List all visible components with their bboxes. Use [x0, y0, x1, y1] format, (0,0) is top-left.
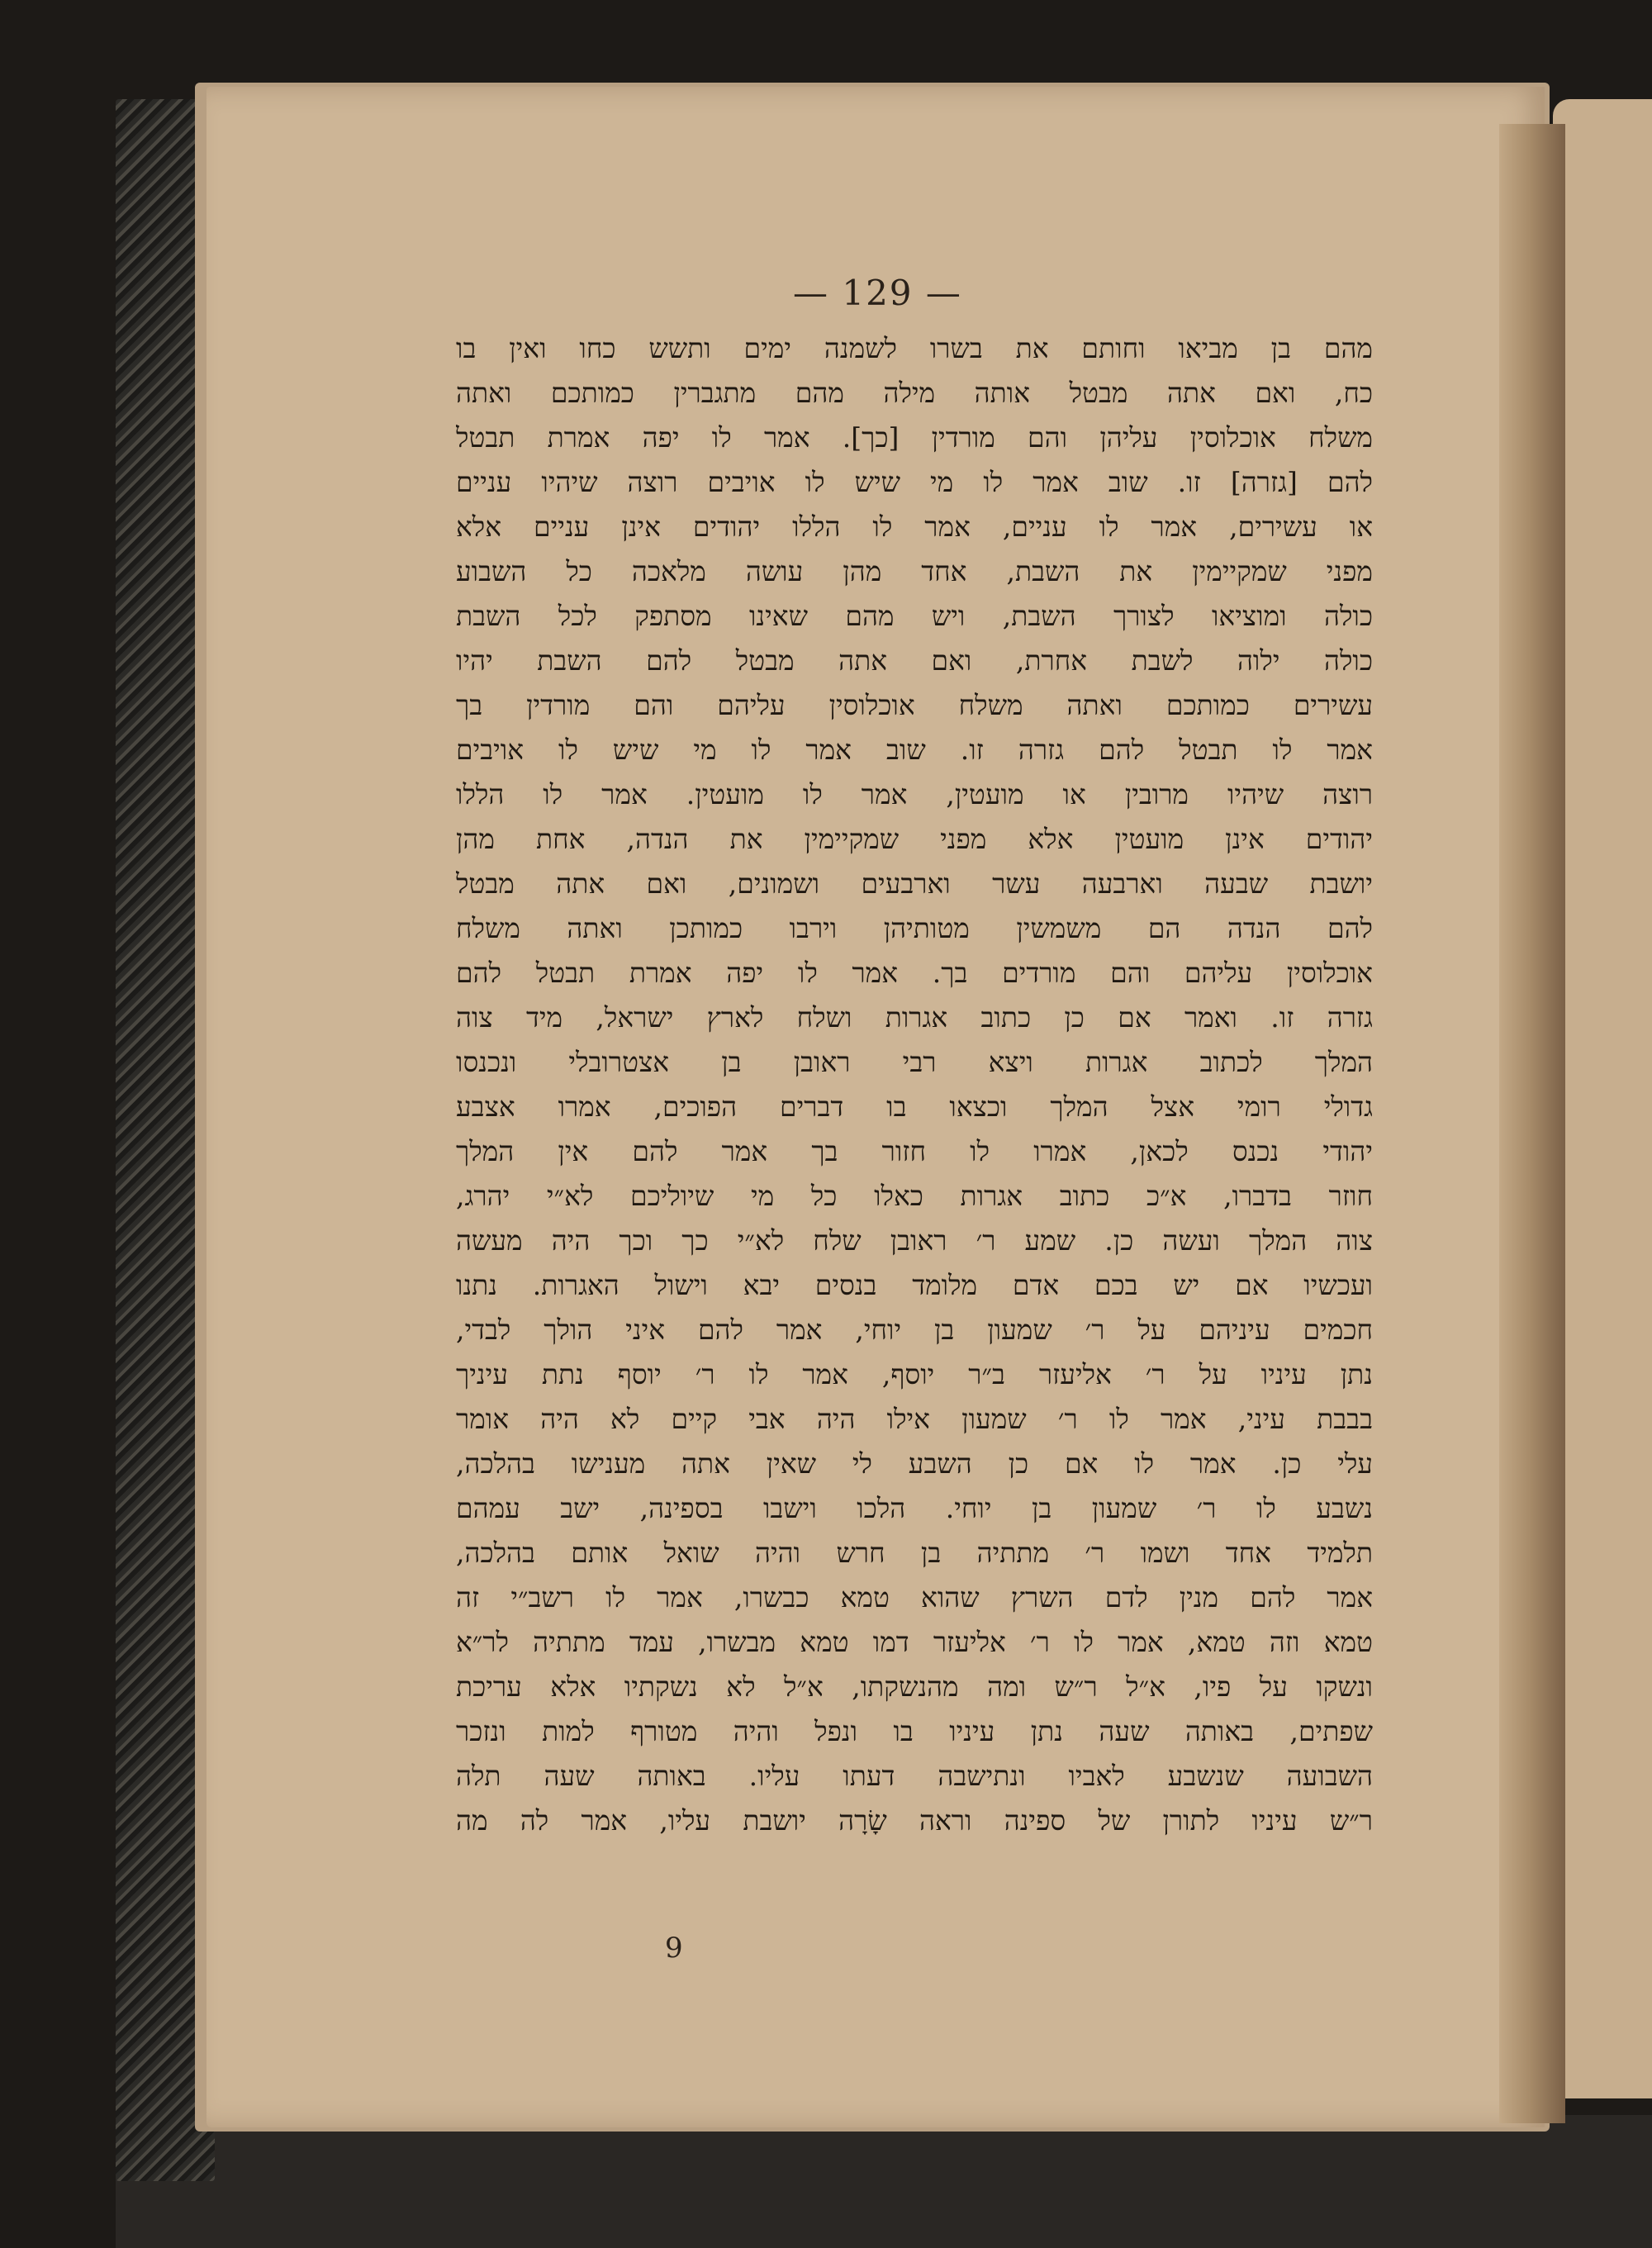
text-line: צוה המלך ועשה כן. שמע ר׳ ראובן שלח לא״י כך וכך היה מעשה [456, 1224, 1373, 1257]
text-line: חוזר בדברו, א״כ כתוב אגרות כאלו כל מי שיוליכם לא״י יהרג, [456, 1180, 1373, 1212]
text-line: ר״ש עיניו לתורן של ספינה וראה שָׂרָה יושבת עליו, אמר לה מה [456, 1804, 1373, 1837]
text-line: חכמים עיניהם על ר׳ שמעון בן יוחי, אמר להם איני הולך לבדי, [456, 1314, 1373, 1346]
text-line: תלמיד אחד ושמו ר׳ מתתיה בן חרש והיה שואל אותם בהלכה, [456, 1537, 1373, 1569]
text-line: בבבת עיני, אמר לו ר׳ שמעון אילו היה אבי קיים לא היה אומר [456, 1403, 1373, 1435]
text-line: ונשקו על פיו, א״ל ר״ש ומה מהנשקתו, א״ל לא נשקתיו אלא עריכת [456, 1671, 1373, 1703]
text-line: אמר להם מנין לדם השרץ שהוא טמא כבשרו, אמר לו רשב״י זה [456, 1581, 1373, 1614]
text-line: אוכלוסין עליהם והם מורדים בך. אמר לו יפה אמרת תבטל להם [456, 957, 1373, 989]
text-line: אמר לו תבטל להם גזרה זו. שוב אמר לו מי שיש לו אויבים [456, 734, 1373, 766]
text-line: יהודי נכנס לכאן, אמרו לו חזור בך אמר להם אין המלך [456, 1135, 1373, 1167]
signature-mark: 9 [665, 1932, 683, 1965]
text-line: רוצה שיהיו מרובין או מועטין, אמר לו מועטין. אמר לו הללו [456, 778, 1373, 810]
text-line: כולה ילוה לשבת אחרת, ואם אתה מבטל להם השבת יהיו [456, 644, 1373, 677]
body-text [456, 326, 1373, 1843]
book-cover-bottom [116, 2115, 1652, 2248]
text-line: השבועה שנשבע לאביו ונתישבה דעתו עליו. באותה שעה תלה [456, 1760, 1373, 1792]
text-line: עלי כן. אמר לו אם כן השבע לי שאין אתה מענישו בהלכה, [456, 1447, 1373, 1480]
text-line: טמא וזה טמא, אמר לו ר׳ אליעזר דמו טמא מבשרו, עמד מתתיה לר״א [456, 1626, 1373, 1658]
text-line: המלך לכתוב אגרות ויצא רבי ראובן בן אצטרובלי ונכנסו [456, 1046, 1373, 1078]
text-line: שפתים, באותה שעה נתן עיניו בו ונפל והיה מטורף למות ונזכר [456, 1715, 1373, 1747]
text-line: כח, ואם אתה מבטל אותה מילה מהם מתגברין כמותכם ואתה [456, 377, 1373, 409]
text-line: נשבע לו ר׳ שמעון בן יוחי. הלכו וישבו בספינה, ישב עמהם [456, 1492, 1373, 1524]
facing-page-edge [1553, 99, 1652, 2098]
text-line: יושבת שבעה וארבעה עשר וארבעים ושמונים, ואם אתה מבטל [456, 867, 1373, 900]
page-gutter [1499, 124, 1565, 2123]
text-line: כולה ומוציאו לצורך השבת, ויש מהם שאינו מסתפק לכל השבת [456, 600, 1373, 632]
text-line: נתן עיניו על ר׳ אליעזר ב״ר יוסף, אמר לו ר׳ יוסף נתת עיניך [456, 1358, 1373, 1390]
text-line: משלח אוכלוסין עליהן והם מורדין [כך]. אמר לו יפה אמרת תבטל [456, 421, 1373, 454]
page-number: — 129 — [793, 273, 962, 313]
text-line: להם [גזרה] זו. שוב אמר לו מי שיש לו אויבים רוצה שיהיו עניים [456, 466, 1373, 498]
text-line: גזרה זו. ואמר אם כן כתוב אגרות ושלח לארץ ישראל, מיד צוה [456, 1001, 1373, 1034]
text-line: מהם בן מביאו וחותם את בשרו לשמנה ימים ותשש כחו ואין בו [456, 332, 1373, 364]
text-line: עשירים כמותכם ואתה משלח אוכלוסין עליהם והם מורדין בך [456, 689, 1373, 721]
text-line: להם הנדה הם משמשין מטותיהן וירבו כמותכן ואתה משלח [456, 912, 1373, 944]
text-line: או עשירים, אמר לו עניים, אמר לו הללו יהודים אינן עניים אלא [456, 511, 1373, 543]
text-line: גדולי רומי אצל המלך וכצאו בו דברים הפוכים, אמרו אצבע [456, 1091, 1373, 1123]
text-line: ועכשיו אם יש בכם אדם מלומד בנסים יבא וישול האגרות. נתנו [456, 1269, 1373, 1301]
text-line: מפני שמקיימין את השבת, אחד מהן עושה מלאכה כל השבוע [456, 555, 1373, 587]
text-line: יהודים אינן מועטין אלא מפני שמקיימין את הנדה, אחת מהן [456, 823, 1373, 855]
